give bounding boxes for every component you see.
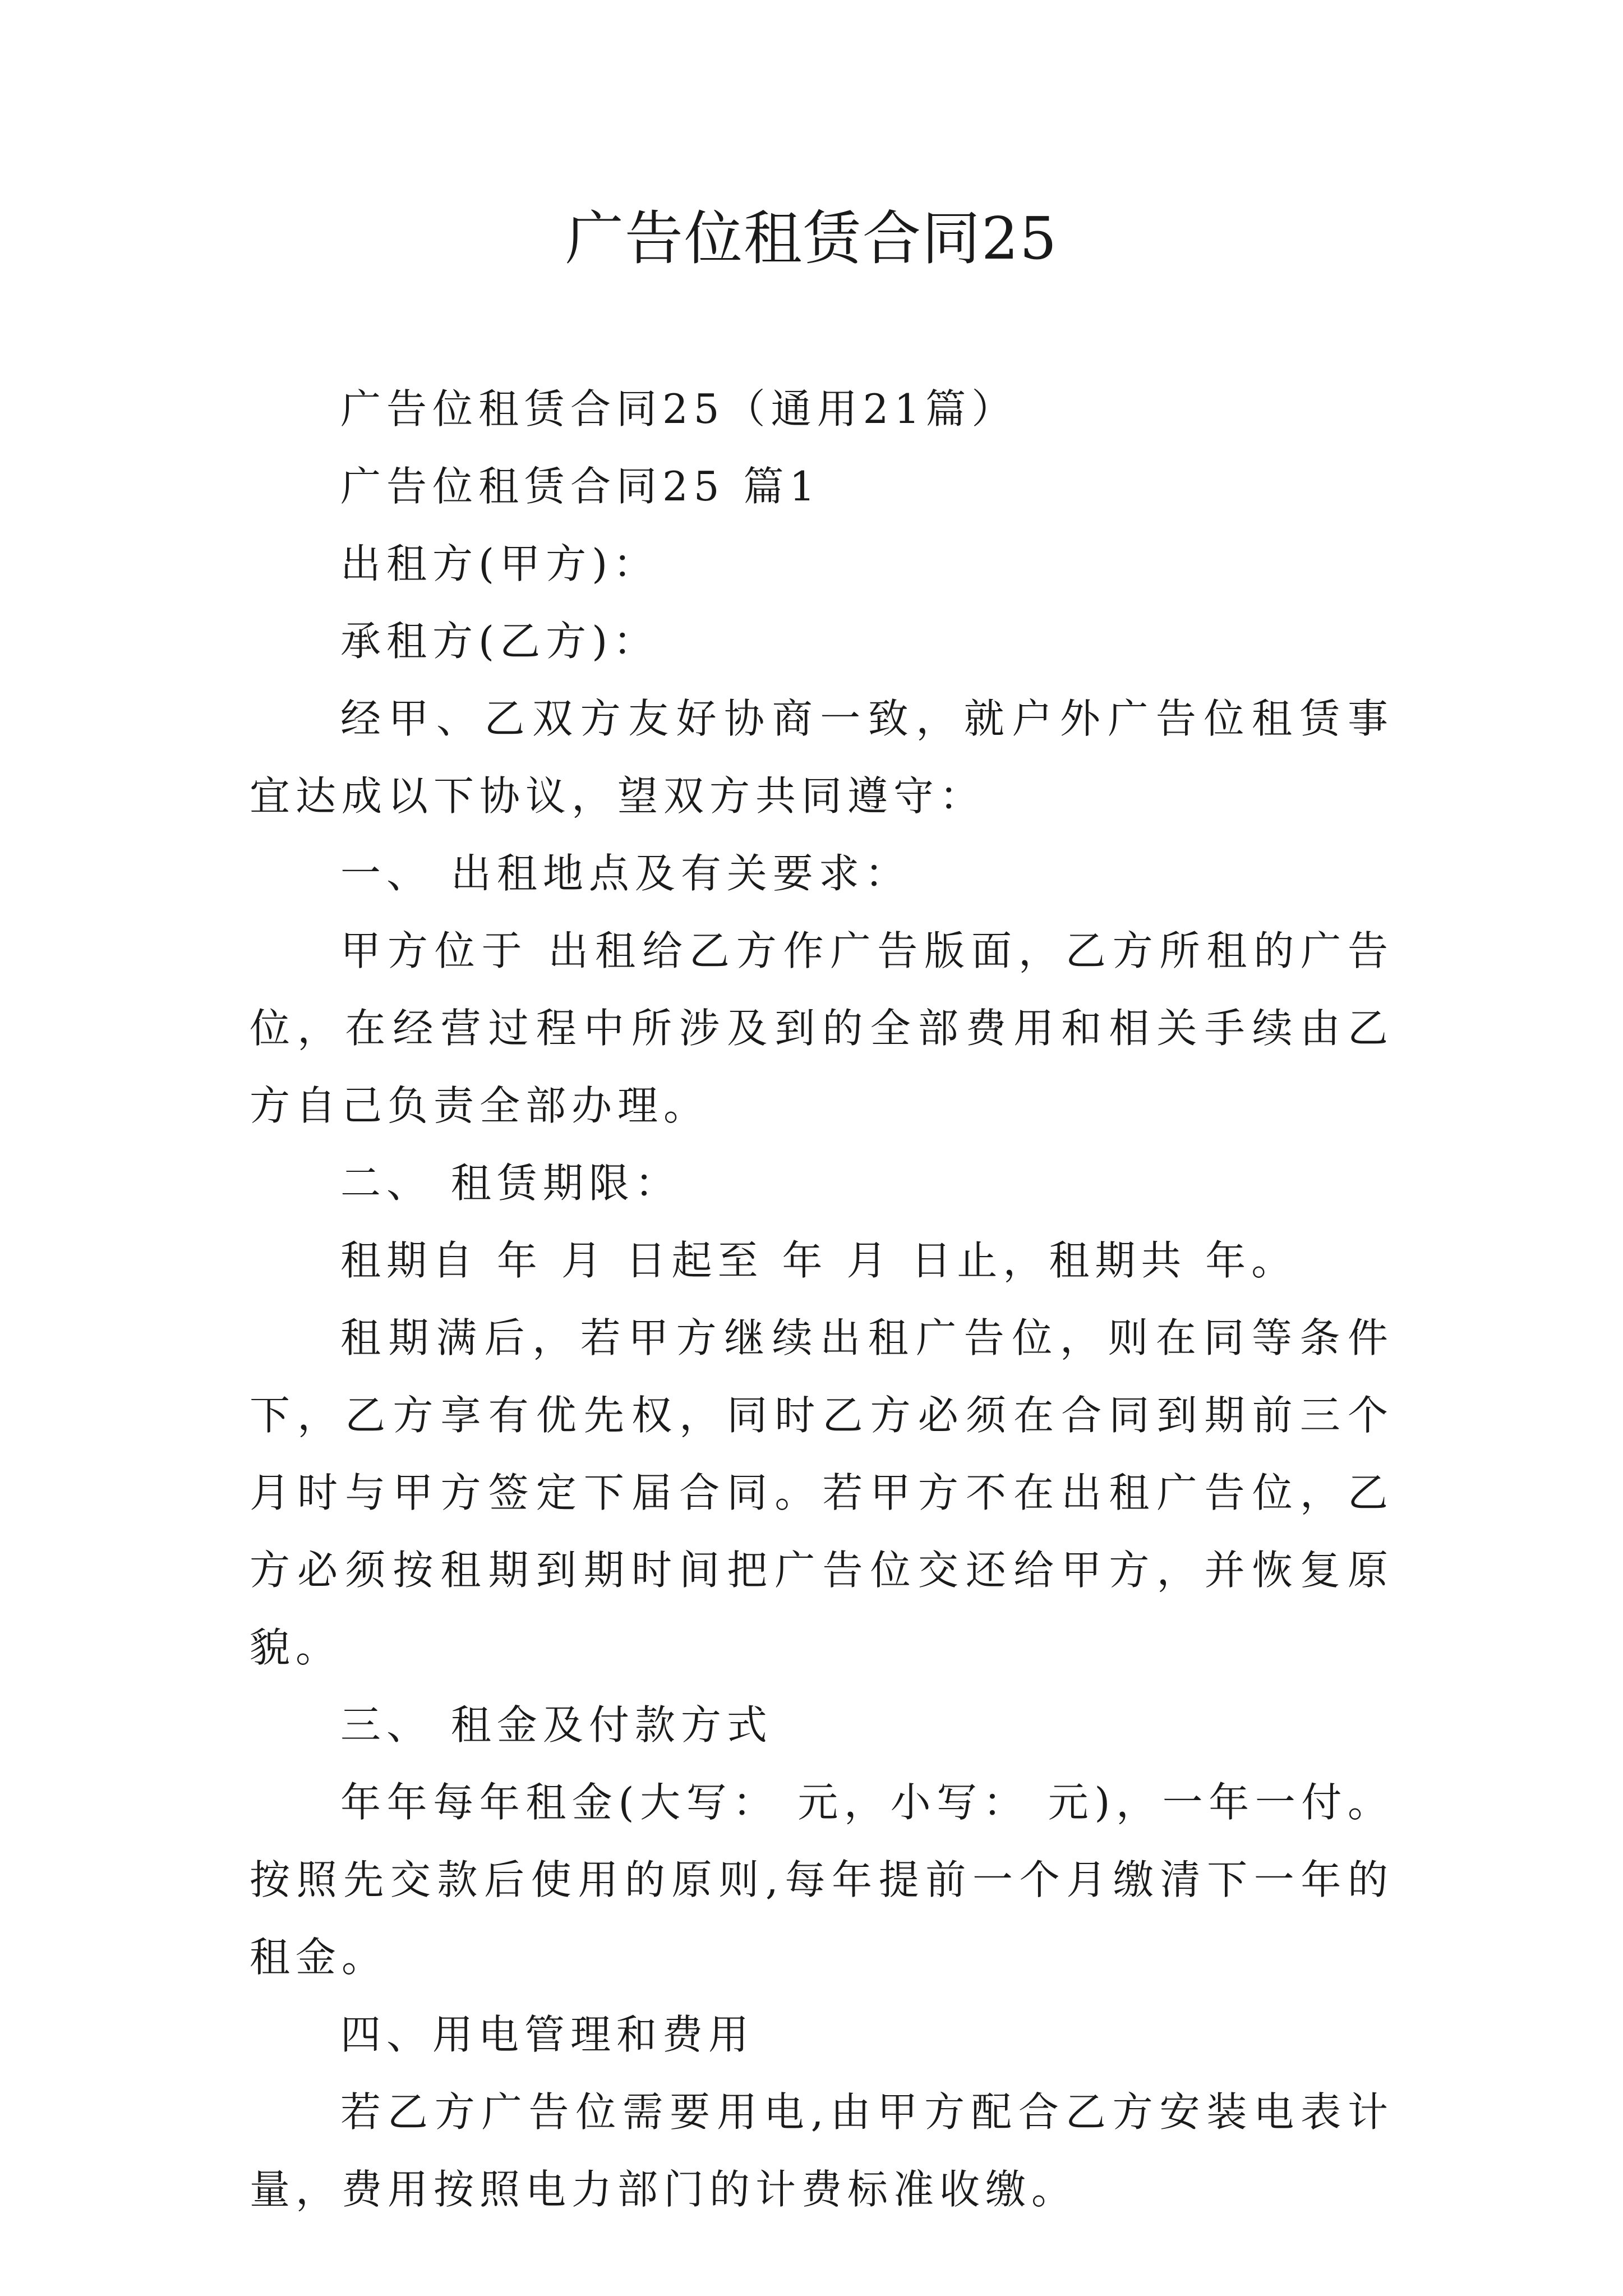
paragraph-clause-1-heading: 一、 出租地点及有关要求： — [340, 850, 911, 897]
paragraph-clause-4-heading: 四、用电管理和费用 — [340, 2011, 755, 2058]
paragraph-clause-2-term: 租期自 年 月 日起至 年 月 日止，租期共 年。 — [340, 1237, 1298, 1284]
paragraph-subtitle: 广告位租赁合同25（通用21篇） — [340, 385, 1018, 432]
paragraph-lessee: 承租方(乙方)： — [340, 618, 660, 665]
paragraph-clause-1-body: 甲方位于 出租给乙方作广告版面，乙方所租的广告位，在经营过程中所涉及到的全部费用和相关手续由乙方自己负责全部办理。 — [250, 927, 1394, 1129]
paragraph-clause-2-heading: 二、 租赁期限： — [340, 1159, 681, 1207]
paragraph-clause-3-body: 年年每年租金(大写： 元，小写： 元)，一年一付。按照先交款后使用的原则,每年提前一个月缴清下一年的租金。 — [250, 1779, 1394, 1981]
paragraph-section-heading: 广告位租赁合同25 篇1 — [340, 463, 821, 510]
paragraph-preamble: 经甲、乙双方友好协商一致，就户外广告位租赁事宜达成以下协议，望双方共同遵守： — [250, 695, 1394, 820]
document-title: 广告位租赁合同25 — [565, 204, 1058, 273]
paragraph-clause-4-body: 若乙方广告位需要用电,由甲方配合乙方安装电表计量，费用按照电力部门的计费标准收缴。 — [250, 2088, 1394, 2213]
paragraph-lessor: 出租方(甲方)： — [340, 540, 660, 587]
document-body — [250, 370, 1394, 2228]
paragraph-clause-3-heading: 三、 租金及付款方式 — [340, 1701, 773, 1749]
paragraph-clause-2-renewal: 租期满后，若甲方继续出租广告位，则在同等条件下，乙方享有优先权，同时乙方必须在合同到期前三个月时与甲方签定下届合同。若甲方不在出租广告位，乙方必须按租期到期时间把广告位交还给甲方，并恢复原貌。 — [250, 1314, 1394, 1671]
